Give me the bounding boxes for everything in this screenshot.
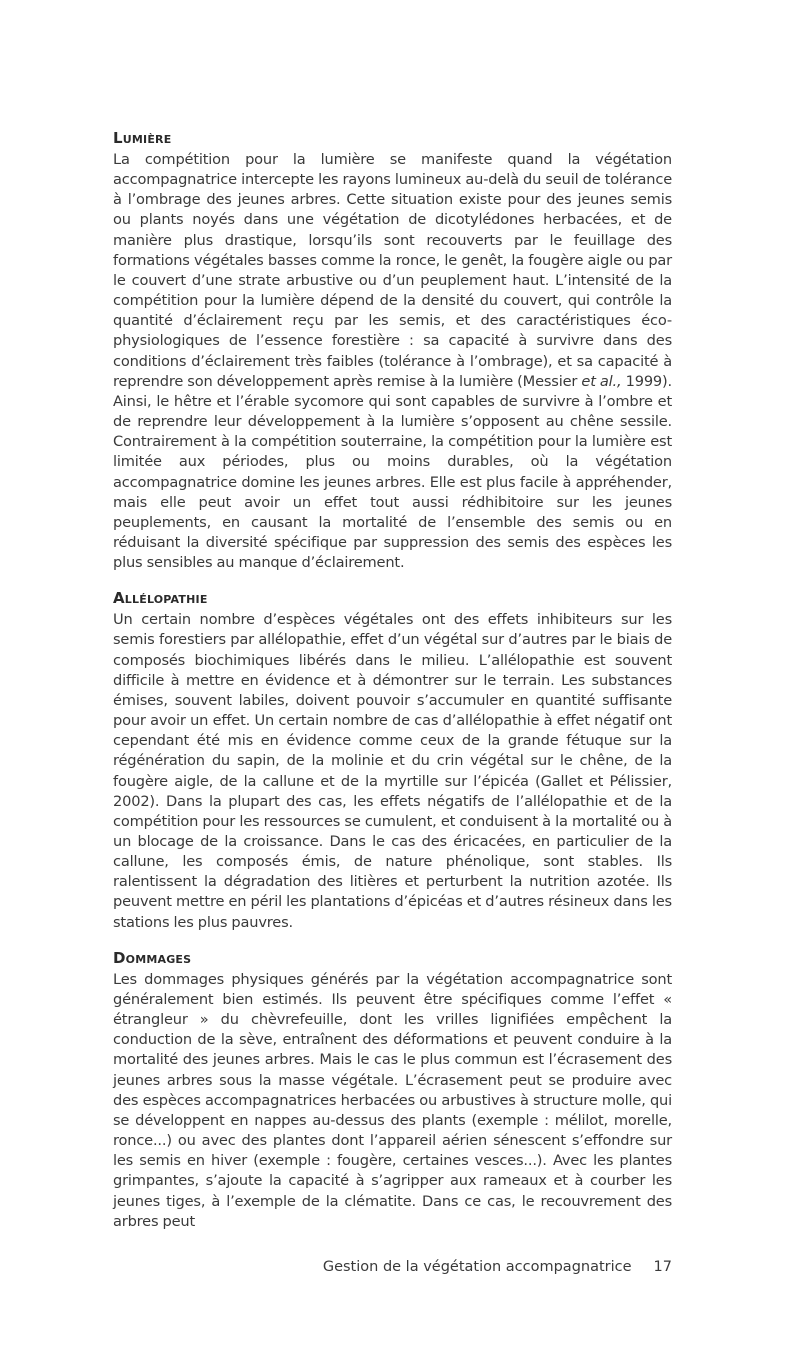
- section-dommages: [113, 948, 672, 1232]
- text-run: 1999). Ainsi, le hêtre et l’érable sycomore qui sont capables de survivre à l’ombre et de reprendre leur développement à la lumière s’opposent au chêne sessile. Contrairement à la compétition souterraine, la compétition pour la lumière est limitée aux périodes, plus ou moins durables, où la végétation accompagnatrice domine les jeunes arbres. Elle est plus facile à appréhender, mais elle peut avoir un effet tout aussi rédhibitoire sur les jeunes peuplements, en causant la mortalité de l’ensemble des semis ou en réduisant la diversité spécifique par suppression des semis des espèces les plus sensibles au manque d’éclairement.: [113, 372, 673, 572]
- section-paragraph: [113, 610, 672, 933]
- section-paragraph: [113, 150, 672, 573]
- section-heading: Allélopathie: [113, 589, 208, 608]
- page-footer: [323, 1259, 672, 1275]
- section-allelopathie: [113, 588, 672, 933]
- text-run: Un certain nombre d’espèces végétales ont des effets inhibiteurs sur les semis forestiers par allélopathie, effet d’un végétal sur d’autres par le biais de composés biochimiques libérés dans le milieu. L’allélopathie est souvent difficile à mettre en évidence et à démontrer sur le terrain. Les substances émises, souvent labiles, doivent pouvoir s’accumuler en quantité suffisante pour avoir un effet. Un certain nombre de cas d’allélopathie à effet négatif ont cependant été mis en évidence comme ceux de la grande fétuque sur la régénération du sapin, de la molinie et du crin végétal sur le chêne, de la fougère aigle, de la callune et de la myrtille sur l’épicéa (Gallet et Pélissier, 2002). Dans la plupart des cas, les effets négatifs de l’allélopathie et de la compétition pour les ressources se cumulent, et conduisent à la mortalité ou à un blocage de la croissance. Dans le cas des éricacées, en particulier de la callune, les composés émis, de nature phénolique, sont stables. Ils ralentissent la dégradation des litières et perturbent la nutrition azotée. Ils peuvent mettre en péril les plantations d’épicéas et d’autres résineux dans les stations les plus pauvres.: [113, 611, 672, 931]
- section-lumiere: [113, 128, 672, 573]
- text-run-italic: et al.,: [581, 372, 622, 390]
- text-run: La compétition pour la lumière se manifeste quand la végétation accompagnatrice intercepte les rayons lumineux au-delà du seuil de tolérance à l’ombrage des jeunes arbres. Cette situation existe pour des jeunes semis ou plants noyés dans une végétation de dicotylédones herbacées, et de manière plus drastique, lorsqu’ils sont recouverts par le feuillage des formations végétales basses comme la ronce, le genêt, la fougère aigle ou par le couvert d’une strate arbustive ou d’un peuplement haut. L’intensité de la compétition pour la lumière dépend de la densité du couvert, qui contrôle la quantité d’éclairement reçu par les semis, et des caractéristiques éco-physiologiques de l’essence forestière : sa capacité à survivre dans des conditions d’éclairement très faibles (tolérance à l’ombrage), et sa capacité à reprendre son développement après remise à la lumière (Messier: [113, 151, 672, 390]
- page-number: 17: [653, 1259, 672, 1275]
- section-heading: Dommages: [113, 948, 192, 967]
- section-heading: Lumière: [113, 129, 172, 147]
- section-paragraph: [113, 970, 672, 1232]
- running-title: Gestion de la végétation accompagnatrice: [322, 1259, 632, 1275]
- page-body: [113, 128, 672, 1247]
- text-run: Les dommages physiques générés par la végétation accompagnatrice sont généralement bien estimés. Ils peuvent être spécifiques comme l’effet « étrangleur » du chèvrefeuille, dont les vrilles lignifiées empêchent la conduction de la sève, entraînent des déformations et peuvent conduire à la mortalité des jeunes arbres. Mais le cas le plus commun est l’écrasement des jeunes arbres sous la masse végétale. L’écrasement peut se produire avec des espèces accompagnatrices herbacées ou arbustives à structure molle, qui se développent en nappes au-dessus des plants (exemple : mélilot, morelle, ronce...) ou avec des plantes dont l’appareil aérien sénescent s’effondre sur les semis en hiver (exemple : fougère, certaines vesces...). Avec les plantes grimpantes, s’ajoute la capacité à s’agripper aux rameaux et à courber les jeunes tiges, à l’exemple de la clématite. Dans ce cas, le recouvrement des arbres peut: [113, 970, 672, 1230]
